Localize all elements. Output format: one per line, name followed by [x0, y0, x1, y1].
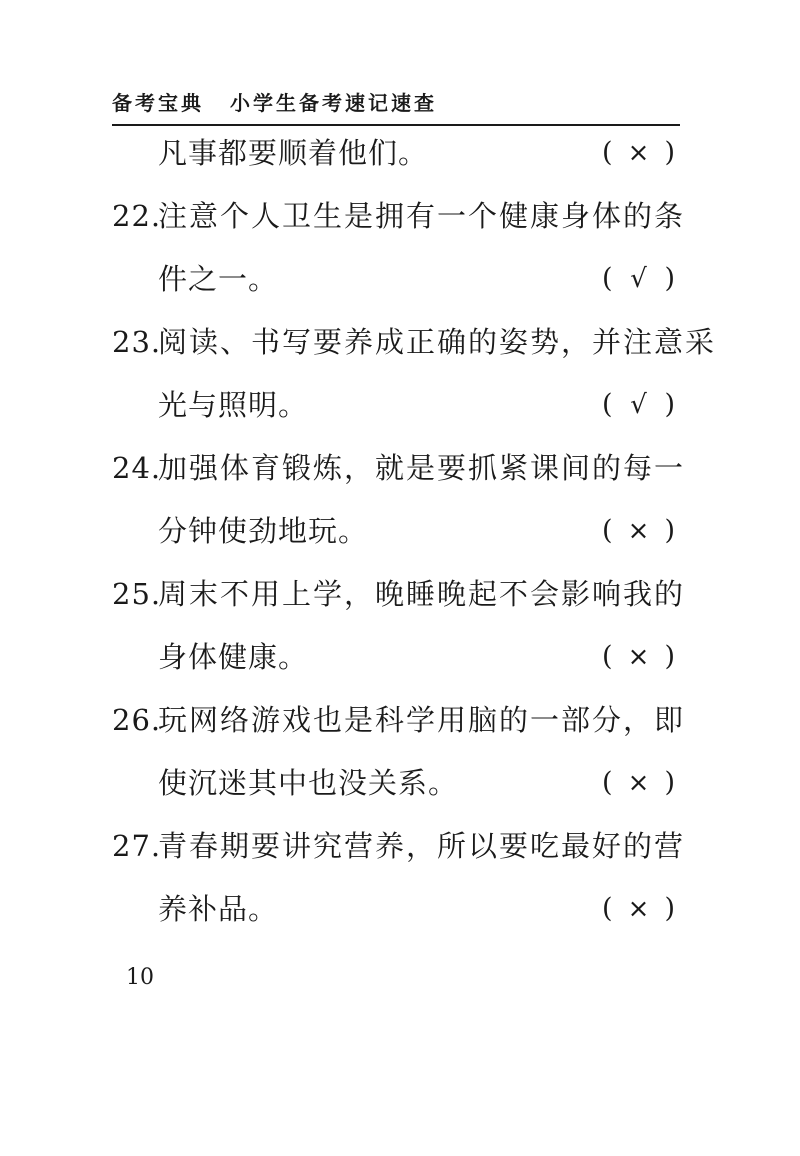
- question-24-continuation: [158, 509, 680, 553]
- question-23-continuation: [158, 383, 680, 427]
- question-number: 23.: [112, 325, 162, 359]
- question-26-continuation: [158, 761, 680, 805]
- question-text: 周末不用上学，晚睡晚起不会影响我的: [158, 577, 686, 611]
- question-22: [112, 194, 686, 238]
- answer-box: ( × ): [602, 635, 676, 679]
- question-text: 加强体育锻炼，就是要抓紧课间的每一: [158, 451, 686, 485]
- running-header: [112, 88, 680, 126]
- answer-box: ( √ ): [602, 383, 676, 427]
- question-text: 件之一。: [158, 262, 279, 296]
- cross-mark: ×: [627, 894, 651, 924]
- question-text: 注意个人卫生是拥有一个健康身体的条: [158, 199, 686, 233]
- question-number: 24.: [112, 451, 162, 485]
- question-25: [112, 572, 686, 616]
- cross-mark: ×: [627, 642, 651, 672]
- answer-box: ( × ): [602, 761, 676, 805]
- check-mark: √: [630, 390, 648, 420]
- question-22-continuation: [158, 257, 680, 301]
- answer-box: ( × ): [602, 887, 676, 931]
- question-number: 25.: [112, 577, 162, 611]
- question-number: 27.: [112, 829, 162, 863]
- question-24: [112, 446, 686, 490]
- answer-box: ( × ): [602, 131, 676, 175]
- check-mark: √: [630, 264, 648, 294]
- question-text: 分钟使劲地玩。: [158, 514, 369, 548]
- question-27-continuation: [158, 887, 680, 931]
- question-25-continuation: [158, 635, 680, 679]
- cross-mark: ×: [627, 138, 651, 168]
- cross-mark: ×: [627, 516, 651, 546]
- question-text: 光与照明。: [158, 388, 309, 422]
- question-text: 养补品。: [158, 892, 279, 926]
- answer-box: ( × ): [602, 509, 676, 553]
- cross-mark: ×: [627, 768, 651, 798]
- question-26: [112, 698, 686, 742]
- question-21-continuation: [158, 131, 680, 175]
- series-title: 小学生备考速记速查: [230, 91, 437, 115]
- question-text: 青春期要讲究营养，所以要吃最好的营: [158, 829, 686, 863]
- book-title: 备考宝典: [112, 91, 204, 115]
- question-number: 26.: [112, 703, 162, 737]
- question-text: 身体健康。: [158, 640, 309, 674]
- question-text: 阅读、书写要养成正确的姿势，并注意采: [158, 325, 717, 359]
- page-number: 10: [126, 965, 154, 990]
- question-text: 凡事都要顺着他们。: [158, 136, 429, 170]
- question-text: 使沉迷其中也没关系。: [158, 766, 459, 800]
- answer-box: ( √ ): [602, 257, 676, 301]
- question-number: 22.: [112, 199, 162, 233]
- question-23: [112, 320, 717, 364]
- question-27: [112, 824, 686, 868]
- question-text: 玩网络游戏也是科学用脑的一部分，即: [158, 703, 686, 737]
